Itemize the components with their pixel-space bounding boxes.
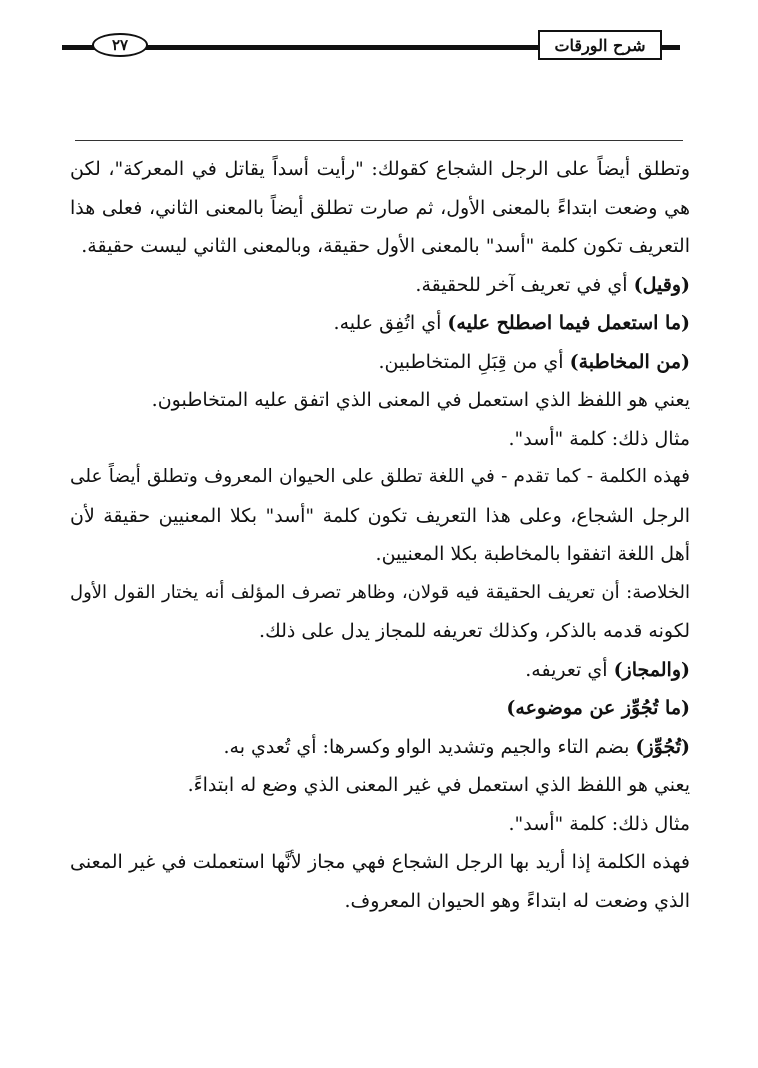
paragraph-line: فهذه الكلمة - كما تقدم - في اللغة تطلق على الحيوان المعروف وتطلق أيضاً على: [70, 466, 690, 487]
paragraph-line: الذي وضعت له ابتداءً وهو الحيوان المعروف.: [344, 889, 690, 912]
matn-quote: (ما تُجُوِّز عن موضوعه): [506, 697, 690, 719]
paragraph-line: يعني هو اللفظ الذي استعمل في المعنى الذي اتفق عليه المتخاطبون.: [151, 389, 690, 411]
page-body: [70, 150, 690, 920]
book-title: شرح الورقات: [538, 30, 662, 60]
matn-quote: (ما استعمل فيما اصطلح عليه): [447, 312, 690, 334]
paragraph-line: مثال ذلك: كلمة "أسد".: [508, 427, 690, 450]
page-header: [0, 30, 758, 66]
paragraph-line: مثال ذلك: كلمة "أسد".: [508, 812, 690, 835]
paragraph-line: وتطلق أيضاً على الرجل الشجاع كقولك: "رأيت أسداً يقاتل في المعركة"، لكن: [70, 158, 690, 180]
paragraph-line: التعريف تكون كلمة "أسد" بالمعنى الأول حقيقة، وبالمعنى الثاني ليست حقيقة.: [81, 235, 690, 257]
header-separator: [75, 140, 683, 141]
matn-quote: (من المخاطبة): [569, 350, 690, 373]
paragraph-line: (وقيل) أي في تعريف آخر للحقيقة.: [415, 273, 690, 296]
paragraph-line: (ما استعمل فيما اصطلح عليه) أي اتُفِق عليه.: [333, 312, 690, 334]
matn-quote: (وقيل): [633, 273, 690, 296]
paragraph-line: (تُجُوِّز) بضم التاء والجيم وتشديد الواو وكسرها: أي تُعدي به.: [223, 735, 690, 758]
paragraph-line: أهل اللغة اتفقوا بالمخاطبة بكلا المعنيين.: [375, 543, 690, 565]
paragraph-line: الرجل الشجاع، وعلى هذا التعريف تكون كلمة "أسد" بكلا المعنيين حقيقة لأن: [70, 504, 690, 527]
page-number: ٢٧: [92, 33, 148, 57]
paragraph-line: الخلاصة: أن تعريف الحقيقة فيه قولان، وظاهر تصرف المؤلف أنه يختار القول الأول: [70, 581, 690, 603]
paragraph-line: (من المخاطبة) أي من قِبَلِ المتخاطبين.: [378, 350, 690, 373]
matn-quote: (والمجاز): [613, 658, 690, 681]
paragraph-line: (والمجاز) أي تعريفه.: [525, 658, 690, 681]
paragraph-line: فهذه الكلمة إذا أريد بها الرجل الشجاع فهي مجاز لأنَّها استعملت في غير المعنى: [70, 851, 690, 873]
matn-quote: (تُجُوِّز): [635, 735, 690, 758]
paragraph-line: لكونه قدمه بالذكر، وكذلك تعريفه للمجاز يدل على ذلك.: [259, 620, 690, 642]
paragraph-line: هي وضعت ابتداءً بالمعنى الأول، ثم صارت تطلق أيضاً بالمعنى الثاني، فعلى هذا: [70, 196, 690, 219]
paragraph-line: [70, 689, 690, 728]
paragraph-line: يعني هو اللفظ الذي استعمل في غير المعنى الذي وضع له ابتداءً.: [187, 774, 690, 796]
